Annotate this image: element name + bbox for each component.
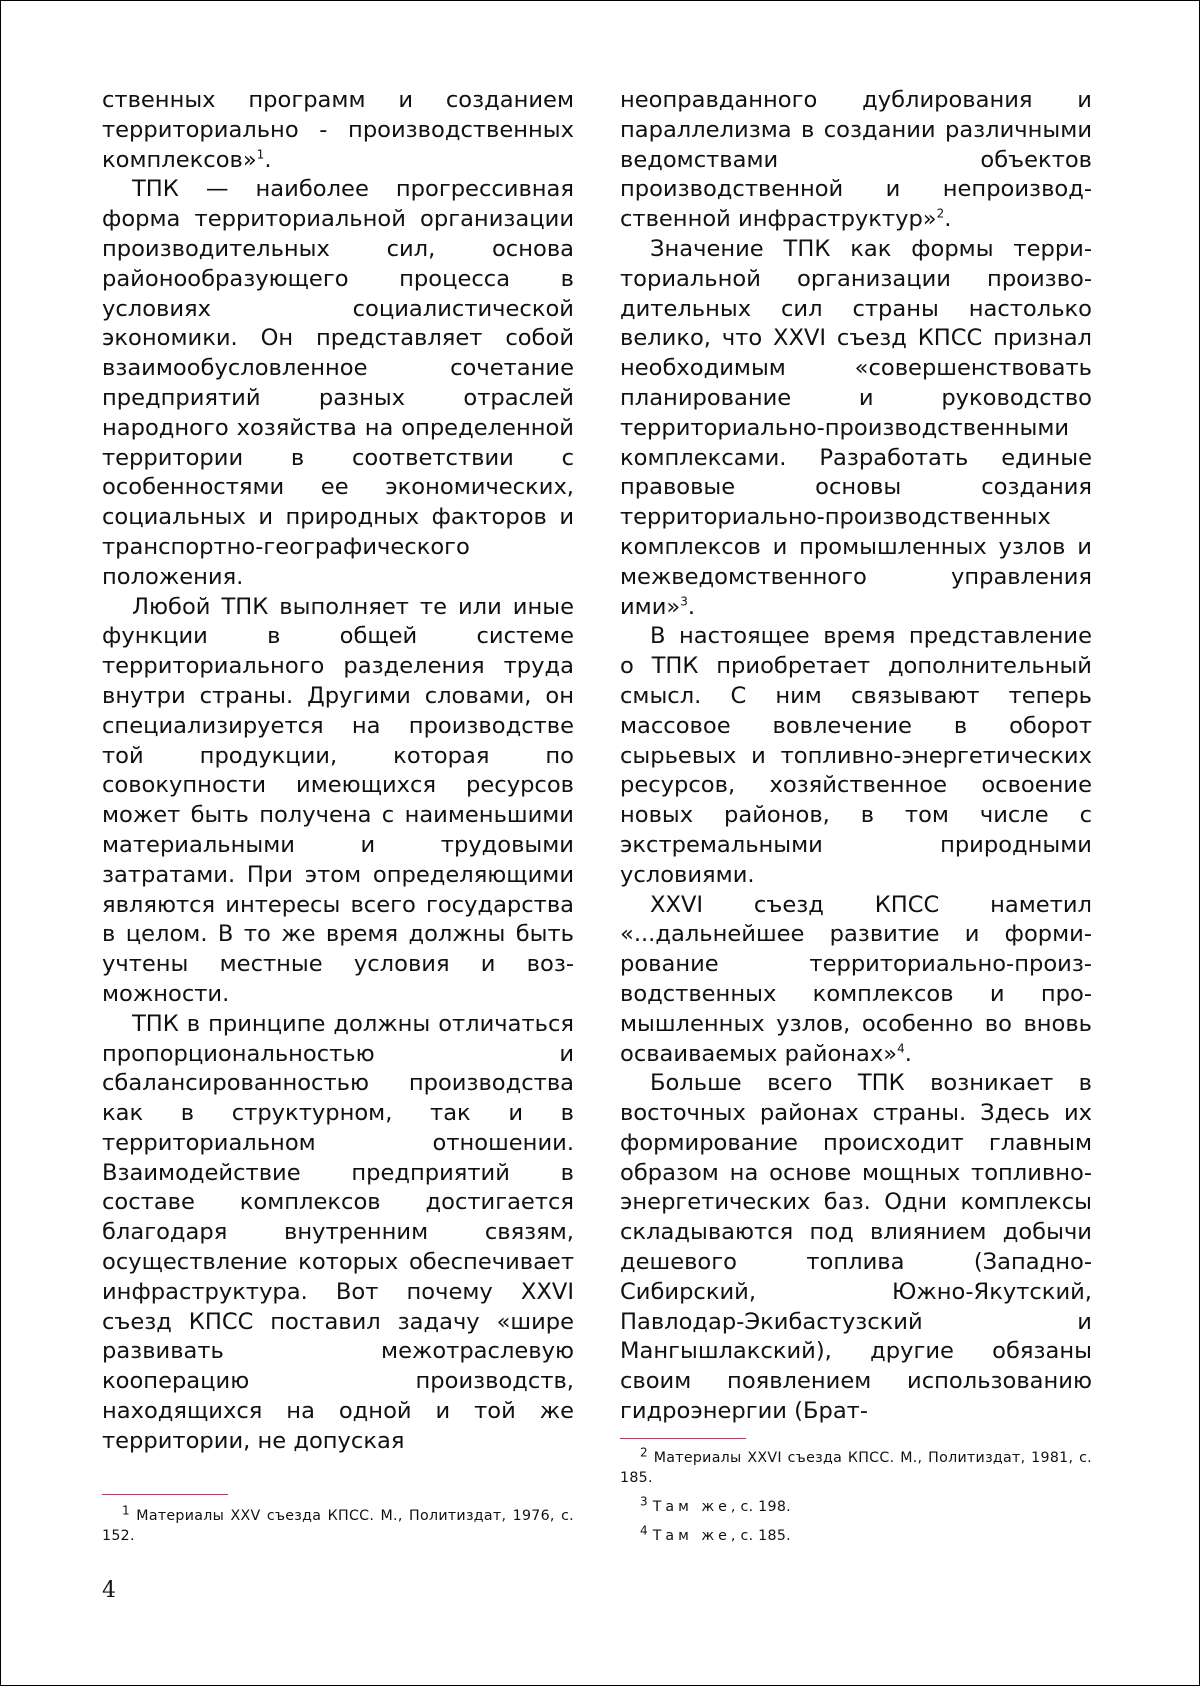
footnotes-left bbox=[102, 1503, 574, 1546]
paragraph: ственных программ и созданием территориально - производственных комплексов»$^1$. bbox=[102, 87, 574, 173]
paragraph: ТПК — наиболее прогрессивная форма территориальной организации производительных сил, основа районообразующего процесса в условиях социалистической экономики. Он представляет собой взаимообусловленное сочетание предприятий разных отраслей народного хозяйства на определенной территории в соответствии с особенностями ее экономических, социальных и природных факторов и транспортно-географического положения. bbox=[102, 176, 574, 590]
footnote: $^3$ Там же, с. 198. bbox=[640, 1494, 791, 1515]
paragraph: Больше всего ТПК возникает в восточных районах страны. Здесь их формирование происходит главным образом на основе мощных топливно-энергетических баз. Одни комплексы складываются под влиянием добычи дешевого топлива (Западно-Сибирский, Южно-Якутский, Павлодар-Экибастузский и Мангышлакский), другие обязаны своим появлением использованию гидроэнергии (Брат- bbox=[620, 1070, 1092, 1425]
footnote-ref: 2 bbox=[936, 206, 945, 221]
left-column bbox=[102, 86, 574, 1457]
paragraph: В настоящее время представление о ТПК приобретает дополнительный смысл. С ним связывают теперь массовое вовлечение в оборот сырьевых и топливно-энергетических ресурсов, хозяйственное освоение новых районов, в том числе с экстремальными природными условиями. bbox=[620, 623, 1092, 888]
paragraph: Любой ТПК выполняет те или иные функции в общей системе территориального разделения труда внутри страны. Другими словами, он специализируется на производстве той продукции, которая по совокупности имеющихся ресурсов может быть получена с наименьшими материальными и трудовыми затратами. При этом определяющими являются интересы всего государства в целом. В то же время должны быть учтены местные условия и возможности. bbox=[102, 593, 574, 1007]
paragraph: неоправданного дублирования и параллелизма в создании различными ведомствами объектов производственной и непроизводственной инфраструктур»$^2$. bbox=[620, 87, 1092, 233]
page-number: 4 bbox=[102, 1578, 116, 1603]
footnote-divider bbox=[102, 1494, 228, 1495]
footnote: $^2$ Материалы XXVI съезда КПСС. М., Политиздат, 1981, с. 185. bbox=[620, 1445, 1092, 1486]
footnote-ref: 3 bbox=[680, 594, 688, 609]
footnotes-right bbox=[620, 1445, 1092, 1546]
paragraph: ТПК в принципе должны отличаться пропорциональностью и сбалансированностью производства как в структурном, так и в территориальном отношении. Взаимодействие предприятий в составе комплексов достигается благодаря внутренним связям, осуществление которых обеспечивает инфраструктура. Вот почему XXVI съезд КПСС поставил задачу «шире развивать межотраслевую кооперацию производств, находящихся на одной и той же территории, не допуская bbox=[102, 1010, 574, 1454]
right-column bbox=[620, 86, 1092, 1427]
paragraph: XXVI съезд КПСС наметил «...дальнейшее развитие и формирование территориально-производственных комплексов и промышленных узлов, особенно во вновь осваиваемых районах»$^4$. bbox=[620, 891, 1092, 1067]
footnote-ref: 1 bbox=[256, 147, 265, 162]
footnote-divider bbox=[620, 1438, 746, 1439]
footnote-ref: 4 bbox=[897, 1040, 905, 1055]
footnote: $^1$ Материалы XXV съезда КПСС. М., Политиздат, 1976, с. 152. bbox=[102, 1503, 574, 1544]
footnote: $^4$ Там же, с. 185. bbox=[640, 1523, 791, 1544]
paragraph: Значение ТПК как формы территориальной организации производительных сил страны настолько велико, что XXVI съезд КПСС признал необходимым «совершенствовать планирование и руководство территориально-производственными комплексами. Разработать единые правовые основы создания территориально-производственных комплексов и промышленных узлов и межведомственного управления ими»$^3$. bbox=[620, 235, 1092, 620]
